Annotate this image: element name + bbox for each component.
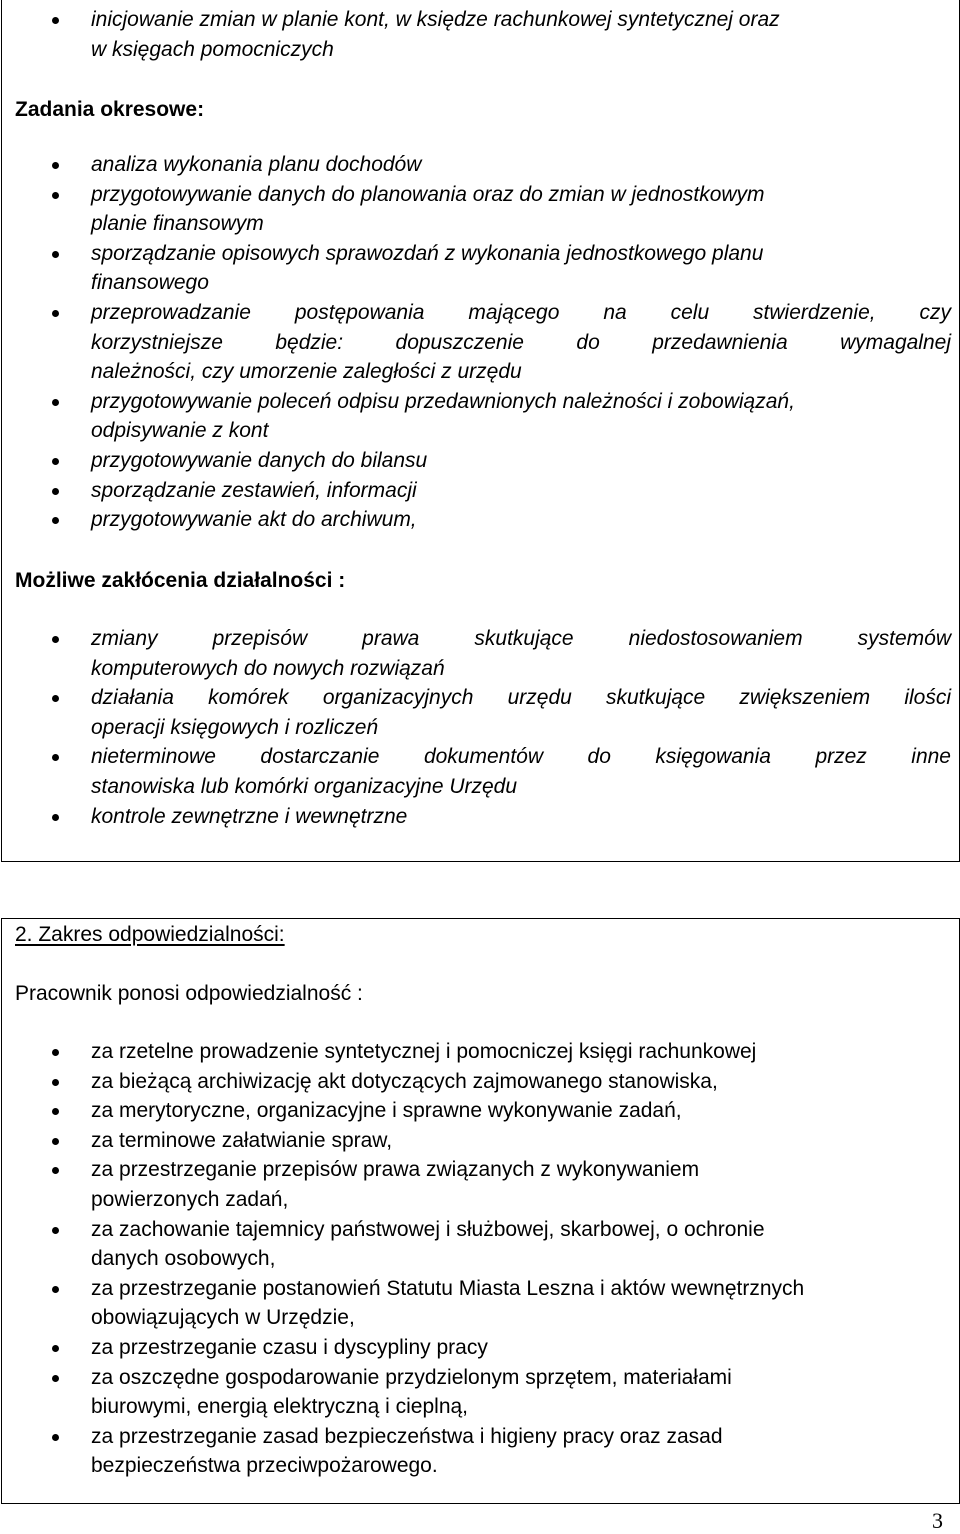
responsibility-line: danych osobowych, (91, 1247, 276, 1271)
responsibility-line: powierzonych zadań, (91, 1188, 289, 1211)
responsibility-line: za zachowanie tajemnicy państwowej i służbowej, skarbowej, o ochronie (91, 1217, 765, 1241)
bullet-icon (52, 399, 59, 406)
bullet-icon (52, 1049, 59, 1056)
bullet-icon (52, 1227, 59, 1234)
disruption-line: działania komórek organizacyjnych urzędu skutkujące zwiększeniem ilości (91, 686, 951, 710)
bullet-icon (52, 458, 59, 465)
disruption-line: kontrole zewnętrzne i wewnętrzne (91, 804, 408, 828)
responsibility-line: za rzetelne prowadzenie syntetycznej i pomocniczej księgi rachunkowej (91, 1040, 757, 1063)
bullet-icon (52, 192, 59, 199)
responsibility-line: za przestrzeganie czasu i dyscypliny pracy (91, 1336, 488, 1359)
disruption-line: komputerowych do nowych rozwiązań (91, 656, 445, 680)
bullet-icon (52, 310, 59, 317)
bullet-icon (52, 17, 59, 24)
periodic-task-line: odpisywanie z kont (91, 419, 269, 443)
periodic-task-line: sporządzanie zestawień, informacji (91, 478, 417, 502)
periodic-task-line: sporządzanie opisowych sprawozdań z wykonania jednostkowego planu (91, 241, 764, 265)
bullet-icon (52, 1434, 59, 1441)
bullet-icon (52, 636, 59, 643)
bullet-icon (52, 1375, 59, 1382)
bullet-icon (52, 1079, 59, 1086)
list-item-line: inicjowanie zmian w planie kont, w księdze rachunkowej syntetycznej oraz (91, 8, 780, 31)
bullet-icon (52, 1345, 59, 1352)
periodic-task-line: korzystniejsze będzie: dopuszczenie do przedawnienia wymagalnej (91, 330, 951, 354)
bullet-icon (52, 1138, 59, 1145)
bullet-icon (52, 488, 59, 495)
periodic-task-line: planie finansowym (91, 212, 264, 236)
periodic-task-line: przygotowywanie poleceń odpisu przedawnionych należności i zobowiązań, (91, 389, 795, 413)
page-number: 3 (932, 1508, 943, 1533)
responsibility-line: za oszczędne gospodarowanie przydzielonym sprzętem, materiałami (91, 1365, 732, 1389)
periodic-task-line: przygotowywanie danych do planowania oraz do zmian w jednostkowym (91, 182, 765, 206)
periodic-task-line: przeprowadzanie postępowania mającego na celu stwierdzenie, czy (91, 301, 951, 324)
periodic-task-line: należności, czy umorzenie zaległości z urzędu (91, 360, 522, 384)
bullet-icon (52, 162, 59, 169)
disruption-line: operacji księgowych i rozliczeń (91, 715, 379, 739)
responsibility-line: biurowymi, energią elektryczną i cieplną, (91, 1395, 469, 1419)
bullet-icon (52, 814, 59, 821)
periodic-task-line: przygotowywanie akt do archiwum, (91, 508, 417, 532)
periodic-task-line: przygotowywanie danych do bilansu (91, 449, 428, 472)
disruption-line: nieterminowe dostarczanie dokumentów do księgowania przez inne (91, 745, 951, 769)
responsibility-line: bezpieczeństwa przeciwpożarowego. (91, 1454, 438, 1478)
responsibility-line: za przestrzeganie przepisów prawa związanych z wykonywaniem (91, 1158, 700, 1182)
responsibility-line: za przestrzeganie zasad bezpieczeństwa i higieny pracy oraz zasad (91, 1424, 723, 1448)
disruptions-heading: Możliwe zakłócenia działalności : (15, 569, 346, 592)
responsibility-line: obowiązujących w Urzędzie, (91, 1306, 355, 1330)
responsibility-line: za terminowe załatwianie spraw, (91, 1128, 393, 1152)
bullet-icon (52, 251, 59, 258)
periodic-tasks-heading: Zadania okresowe: (15, 98, 205, 121)
disruption-line: stanowiska lub komórki organizacyjne Urzędu (91, 775, 518, 798)
periodic-task-line: finansowego (91, 271, 209, 295)
periodic-task-line: analiza wykonania planu dochodów (91, 153, 422, 176)
list-item-line: w księgach pomocniczych (91, 37, 334, 61)
bullet-icon (52, 1286, 59, 1293)
disruption-line: zmiany przepisów prawa skutkujące niedostosowaniem systemów (91, 627, 951, 650)
responsibility-line: za przestrzeganie postanowień Statutu Miasta Leszna i aktów wewnętrznych (91, 1276, 805, 1300)
section-title: 2. Zakres odpowiedzialności: (15, 923, 285, 946)
responsibility-line: za merytoryczne, organizacyjne i sprawne wykonywanie zadań, (91, 1099, 682, 1123)
responsibility-heading: Pracownik ponosi odpowiedzialność : (15, 982, 363, 1005)
responsibility-line: za bieżącą archiwizację akt dotyczących zajmowanego stanowiska, (91, 1069, 718, 1093)
